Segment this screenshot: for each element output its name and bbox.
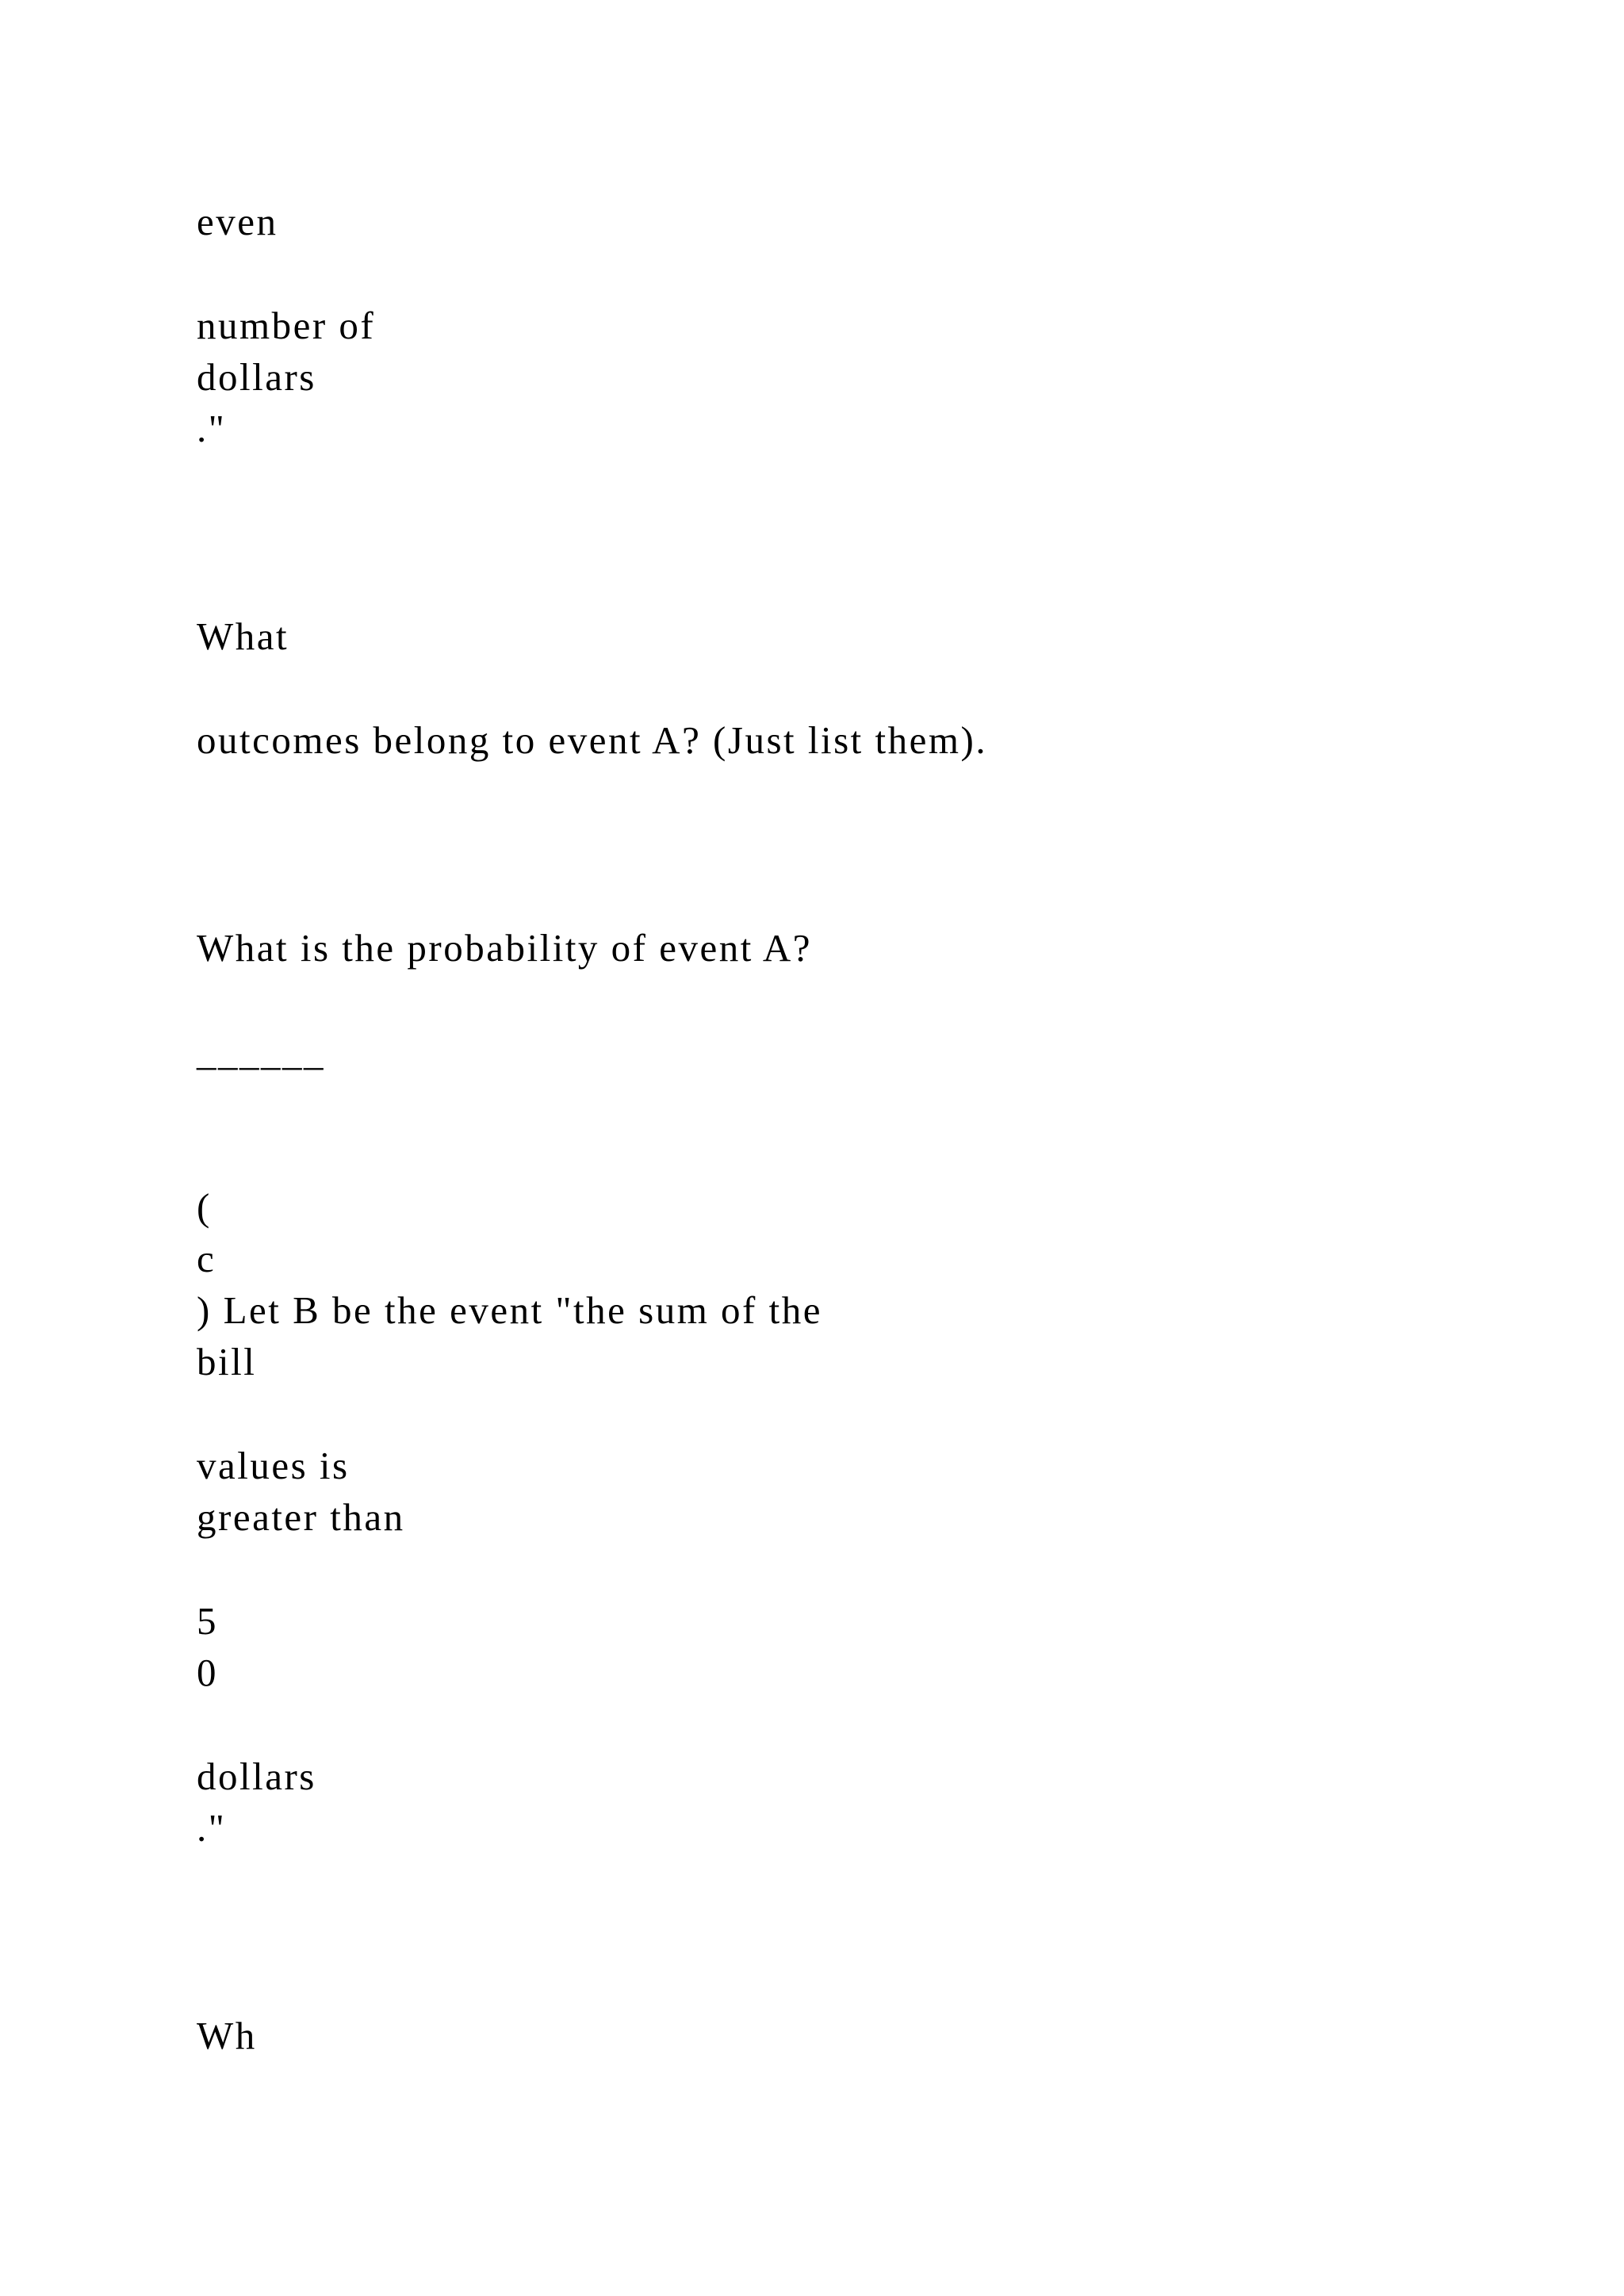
- text-line-dollars: dollars: [197, 355, 316, 399]
- part-label-c: c: [197, 1237, 216, 1280]
- question-outcomes-event-a: outcomes belong to event A? (Just list them).: [197, 718, 988, 762]
- text-line-closing-quote-2: .": [197, 1806, 227, 1850]
- text-line-closing-quote: .": [197, 407, 227, 450]
- text-line-wh: Wh: [197, 2014, 257, 2057]
- text-line-what: What: [197, 614, 289, 658]
- answer-blank: ______: [197, 1030, 325, 1073]
- text-line-digit-0: 0: [197, 1651, 218, 1694]
- text-line-dollars-2: dollars: [197, 1755, 316, 1798]
- text-line-number-of: number of: [197, 304, 376, 347]
- text-line-event-b-intro: ) Let B be the event "the sum of the: [197, 1288, 822, 1332]
- part-label-open-paren: (: [197, 1185, 212, 1229]
- text-line-even: even: [197, 200, 278, 243]
- text-line-digit-5: 5: [197, 1599, 218, 1643]
- text-line-values-is: values is: [197, 1444, 350, 1487]
- question-probability-event-a: What is the probability of event A?: [197, 926, 813, 970]
- text-line-bill: bill: [197, 1340, 257, 1383]
- text-line-greater-than: greater than: [197, 1495, 405, 1539]
